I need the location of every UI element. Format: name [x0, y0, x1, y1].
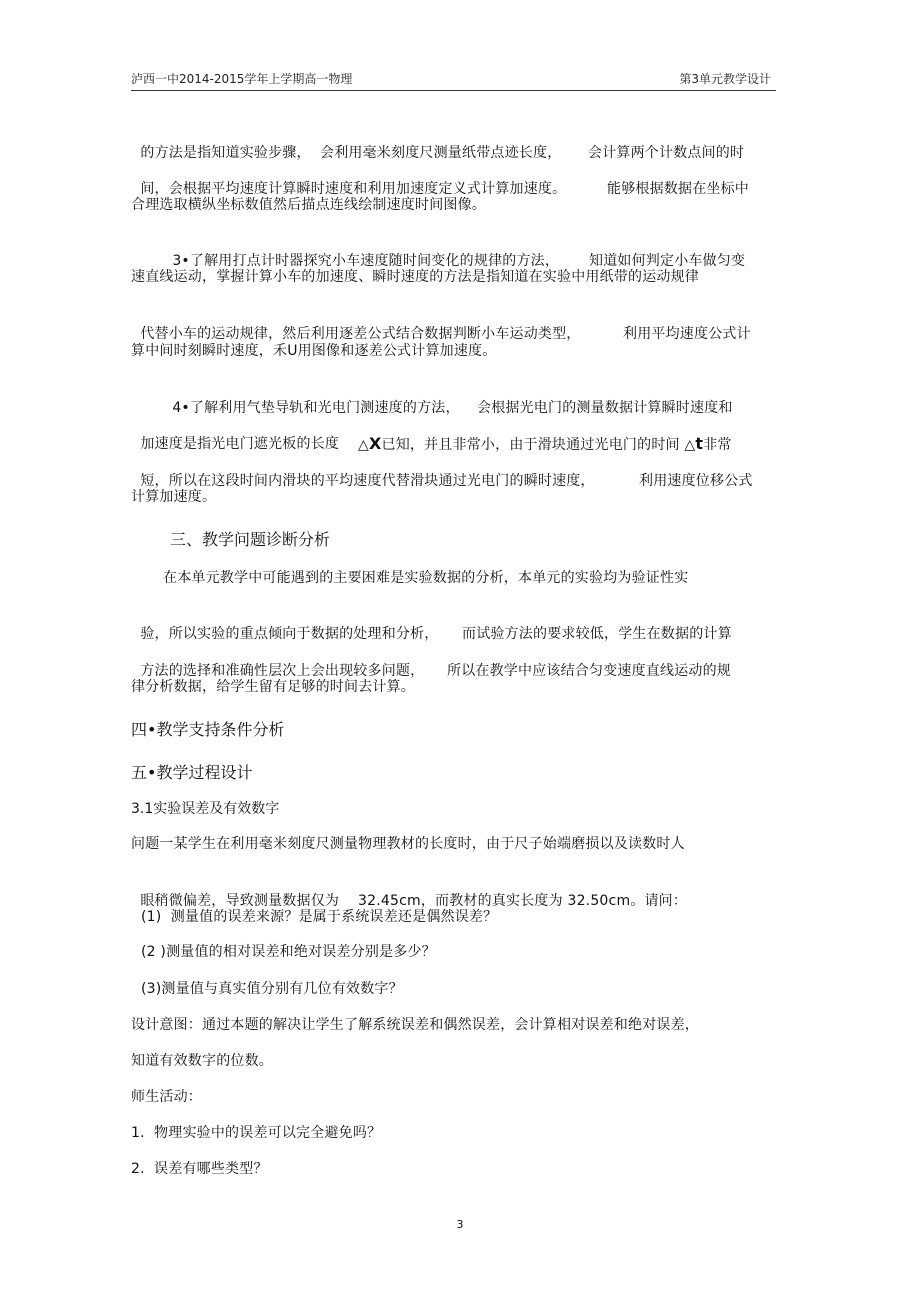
text-segment: 加速度是指光电门遮光板的长度	[140, 436, 340, 452]
text-line	[131, 159, 749, 199]
list-item: 1. 物理实验中的误差可以完全避免吗？	[131, 1125, 382, 1141]
list-item: 2. 误差有哪些类型？	[131, 1161, 268, 1177]
text-line	[131, 871, 688, 911]
text-line	[131, 604, 732, 644]
text-segment: 方法的选择和准确性层次上会出现较多问题，	[140, 663, 425, 679]
text-line: 师生活动：	[131, 1089, 202, 1105]
text-line: 合理选取横纵坐标数值然后描点连线绘制速度时间图像。	[131, 197, 486, 213]
header-left: 泸西一中2014-2015学年上学期高一物理	[131, 72, 353, 86]
text-segment: 会根据光电门的测量数据计算瞬时速度和	[477, 400, 733, 416]
variable-t: t	[695, 434, 704, 453]
text-line	[163, 378, 733, 418]
text-line: 律分析数据，给学生留有足够的时间去计算。	[131, 679, 415, 695]
text-line: 算中间时刻瞬时速度，禾U用图像和逐差公式计算加速度。	[131, 343, 497, 359]
list-item: (1) 测量值的误差来源？是属于系统误差还是偶然误差？	[141, 909, 498, 925]
text-line: 问题一某学生在利用毫米刻度尺测量物理教材的长度时，由于尺子始端磨损以及读数时人	[131, 836, 685, 852]
text-line	[131, 414, 732, 454]
list-item: (2 )测量值的相对误差和绝对误差分别是多少？	[141, 944, 436, 960]
section-heading: 三、教学问题诊断分析	[170, 530, 331, 549]
list-item: (3)测量值与真实值分别有几位有效数字？	[141, 981, 403, 997]
header-right: 第3单元教学设计	[679, 72, 771, 86]
section-heading: 五•教学过程设计	[131, 763, 253, 782]
section-heading: 四•教学支持条件分析	[131, 720, 285, 739]
text-segment: 利用平均速度公式计	[623, 326, 751, 342]
text-segment: 非常	[703, 437, 732, 453]
text-line: 在本单元教学中可能遇到的主要困难是实验数据的分析，本单元的实验均为验证性实	[163, 570, 689, 586]
text-segment: 间，会根据平均速度计算瞬时速度和利用加速度定义式计算加速度。	[140, 181, 567, 197]
variable-x: X	[368, 434, 382, 453]
text-line: 速直线运动，掌握计算小车的加速度、瞬时速度的方法是指知道在实验中用纸带的运动规律	[131, 269, 699, 285]
text-segment: 知道如何判定小车做匀变	[589, 253, 746, 269]
text-line	[131, 451, 753, 491]
text-line: 设计意图：通过本题的解决让学生了解系统误差和偶然误差，会计算相对误差和绝对误差，	[131, 1017, 699, 1033]
header-rule	[131, 90, 776, 91]
text-line	[131, 304, 751, 344]
text-segment: 利用速度位移公式	[639, 473, 753, 489]
text-segment: 眼稍微偏差，导致测量数据仅为	[140, 893, 340, 909]
text-segment: 代替小车的运动规律，然后利用逐差公式结合数据判断小车运动类型，	[140, 326, 581, 342]
text-line	[131, 123, 745, 163]
text-segment: 验，所以实验的重点倾向于数据的处理和分析，	[140, 626, 439, 642]
text-line	[131, 641, 731, 681]
text-segment: 短，所以在这段时间内滑块的平均速度代替滑块通过光电门的瞬时速度，	[140, 473, 595, 489]
text-segment: 所以在教学中应该结合匀变速度直线运动的规	[447, 663, 731, 679]
text-segment: 4•了解利用气垫导轨和光电门测速度的方法，	[172, 400, 460, 416]
text-segment: 的方法是指知道实验步骤， 会利用毫米刻度尺测量纸带点迹长度，	[140, 145, 562, 161]
text-segment: 能够根据数据在坐标中	[607, 181, 749, 197]
delta-symbol: △	[358, 437, 369, 453]
text-line: 知道有效数字的位数。	[131, 1053, 273, 1069]
subsection-heading: 3.1实验误差及有效数字	[131, 801, 280, 817]
page-number: 3	[456, 1218, 464, 1231]
text-segment: 已知，并且非常小，由于滑块通过光电门的时间 △	[381, 437, 696, 453]
text-line	[163, 231, 746, 271]
text-line: 计算加速度。	[131, 489, 217, 505]
text-segment: 会计算两个计数点间的时	[588, 145, 745, 161]
text-segment: 3•了解用打点计时器探究小车速度随时间变化的规律的方法，	[172, 253, 560, 269]
text-segment: 32.45cm，而教材的真实长度为 32.50cm。请问：	[358, 893, 688, 909]
text-segment: 而试验方法的要求较低，学生在数据的计算	[462, 626, 732, 642]
